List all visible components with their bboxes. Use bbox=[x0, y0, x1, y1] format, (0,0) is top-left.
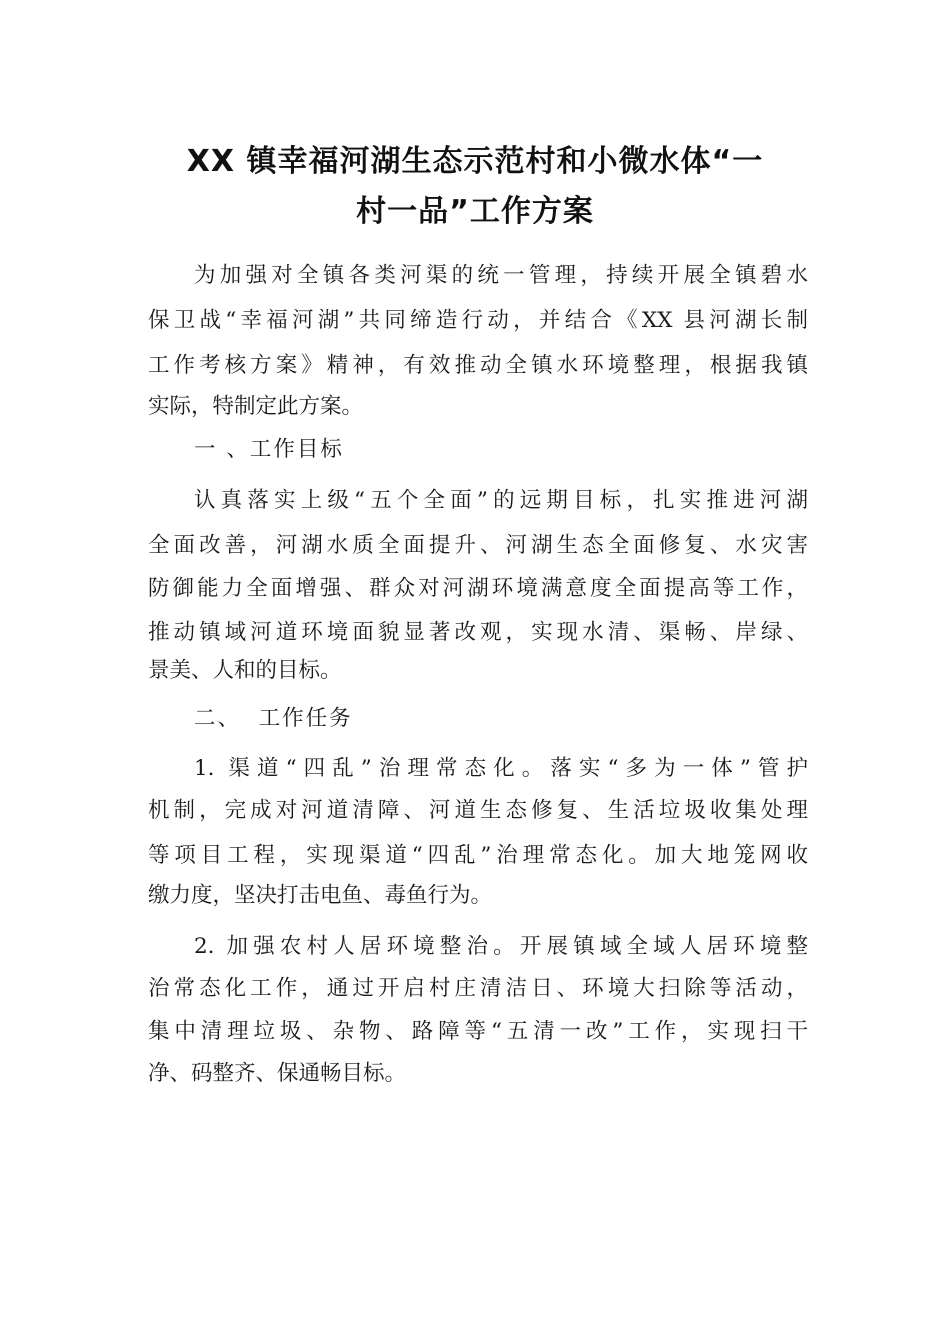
goals-line: 防御能力全面增强、群众对河湖环境满意度全面提高等工作， bbox=[148, 576, 808, 601]
document-title-line-1: XX 镇幸福河湖生态示范村和小微水体“一 bbox=[186, 144, 764, 179]
goals-line: 全面改善，河湖水质全面提升、河湖生态全面修复、水灾害 bbox=[148, 533, 808, 558]
document-title-line-2: 村一品”工作方案 bbox=[356, 194, 594, 229]
intro-line: 保卫战“幸福河湖”共同缔造行动，并结合《XX 县河湖长制 bbox=[148, 308, 808, 333]
section-heading-goals: 一 、工作目标 bbox=[194, 437, 344, 462]
intro-line: 为加强对全镇各类河渠的统一管理，持续开展全镇碧水 bbox=[194, 263, 808, 288]
intro-line: 实际，特制定此方案。 bbox=[148, 394, 364, 419]
task-1-line: 等项目工程，实现渠道“四乱”治理常态化。加大地笼网收 bbox=[148, 843, 808, 868]
task-2-line: 治常态化工作，通过开启村庄清洁日、环境大扫除等活动， bbox=[148, 976, 808, 1001]
section-heading-tasks: 二、 工作任务 bbox=[194, 706, 353, 731]
task-2-line: 净、码整齐、保通畅目标。 bbox=[148, 1061, 407, 1086]
goals-line: 推动镇域河道环境面貌显著改观，实现水清、渠畅、岸绿、 bbox=[148, 620, 808, 645]
goals-line: 认真落实上级“五个全面”的远期目标，扎实推进河湖 bbox=[194, 488, 808, 513]
task-1-line: 缴力度，坚决打击电鱼、毒鱼行为。 bbox=[148, 883, 493, 908]
task-1-line: 1. 渠道“四乱”治理常态化。落实“多为一体”管护 bbox=[194, 756, 808, 781]
task-2-line: 集中清理垃圾、杂物、路障等“五清一改”工作，实现扫干 bbox=[148, 1019, 808, 1044]
task-1-line: 机制，完成对河道清障、河道生态修复、生活垃圾收集处理 bbox=[148, 798, 808, 823]
goals-line: 景美、人和的目标。 bbox=[148, 658, 342, 683]
intro-line: 工作考核方案》精神，有效推动全镇水环境整理，根据我镇 bbox=[148, 353, 808, 378]
task-2-line: 2. 加强农村人居环境整治。开展镇域全域人居环境整 bbox=[194, 934, 808, 959]
